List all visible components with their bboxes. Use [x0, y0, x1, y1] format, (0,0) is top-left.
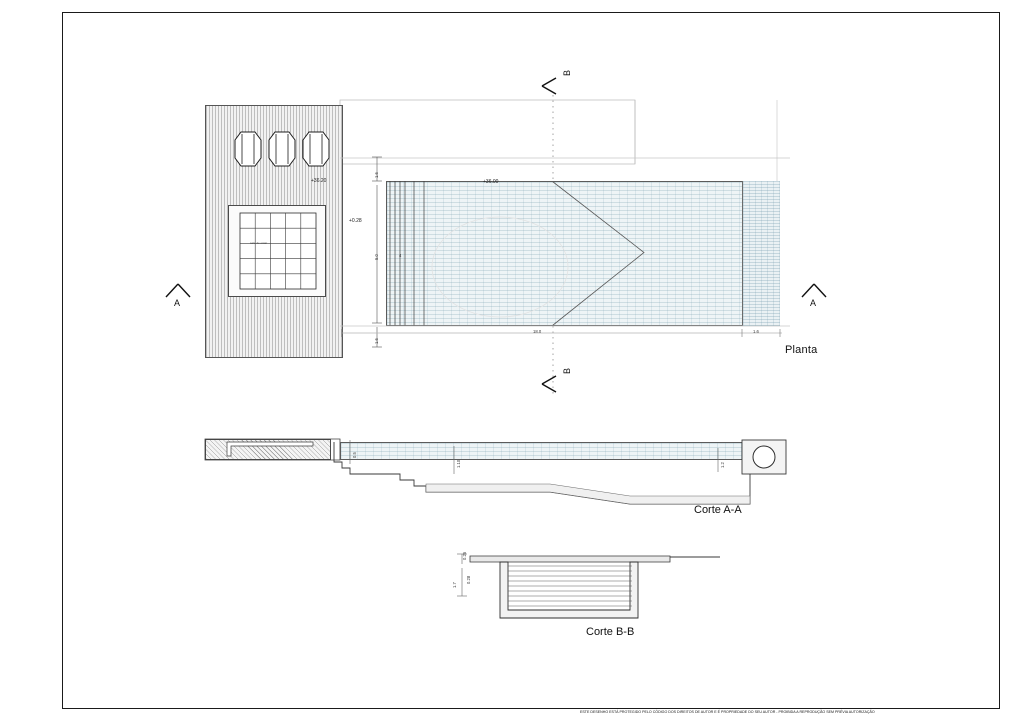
plan-horizontal-dimension-line — [342, 328, 782, 338]
level-label-3600: +36.00 — [483, 179, 499, 185]
plan-reference-lines — [340, 150, 790, 350]
section-bb-dim-2: 1.7 — [452, 582, 457, 588]
plan-dim-h-1: 18.0 — [533, 329, 542, 334]
section-aa-dim-1: 0.5 — [352, 452, 357, 458]
section-bb-drawing — [0, 540, 1019, 650]
section-aa-drawing — [0, 420, 1019, 530]
section-marker-b-top-label: B — [562, 69, 572, 76]
section-aa-left-profile — [205, 434, 340, 466]
section-marker-a-left[interactable] — [162, 282, 196, 312]
plan-arch-elements — [228, 128, 332, 170]
copyright-notice: ESTE DESENHO ESTÁ PROTEGIDO PELO CÓDIGO DOS DIREITOS DE AUTOR E É PROPRIEDADE DO SEU AUTOR - PROIBIDA A REPRODUÇÃO SEM PRÉVIA AUTORIZAÇÃO — [580, 710, 875, 714]
section-marker-b-bottom[interactable] — [540, 367, 580, 396]
section-bb-inner-hatch — [508, 562, 632, 610]
section-aa-underside-profile — [330, 440, 770, 504]
section-aa-dim-2: 1.10 — [456, 459, 461, 468]
plan-dim-h-3: 4 — [399, 253, 402, 258]
section-marker-b-bottom-label: B — [562, 367, 572, 374]
level-label-3620: +36.20 — [311, 178, 327, 184]
section-aa-right-end — [742, 438, 790, 482]
plan-room-grid — [240, 213, 316, 289]
plan-dim-v-1: 1.6 — [374, 172, 379, 178]
section-bb-dim-1: 0.25 — [462, 551, 467, 560]
section-marker-a-right[interactable] — [798, 282, 832, 312]
plan-dim-v-2: 5.0 — [374, 254, 379, 260]
section-arrow-icon — [540, 372, 580, 396]
interior-note: sala de estar — [250, 241, 268, 245]
plan-title: Planta — [785, 344, 818, 356]
section-aa-dim-3: 1.2 — [720, 462, 725, 468]
level-label-028: +0.28 — [349, 218, 362, 224]
section-aa-title: Corte A-A — [694, 504, 742, 516]
section-bb-title: Corte B-B — [586, 626, 635, 638]
section-marker-b-top[interactable] — [540, 69, 580, 98]
section-arrow-icon — [540, 74, 580, 98]
section-marker-a-left-label: A — [174, 298, 181, 308]
plan-dim-h-2: 1.6 — [753, 329, 759, 334]
section-aa-dim-3-line — [712, 448, 724, 474]
section-bb-dim-3: 0.28 — [466, 575, 471, 584]
plan-vertical-dimensions — [366, 155, 388, 350]
section-marker-a-right-label: A — [810, 298, 817, 308]
plan-dim-v-3: 1.6 — [374, 338, 379, 344]
